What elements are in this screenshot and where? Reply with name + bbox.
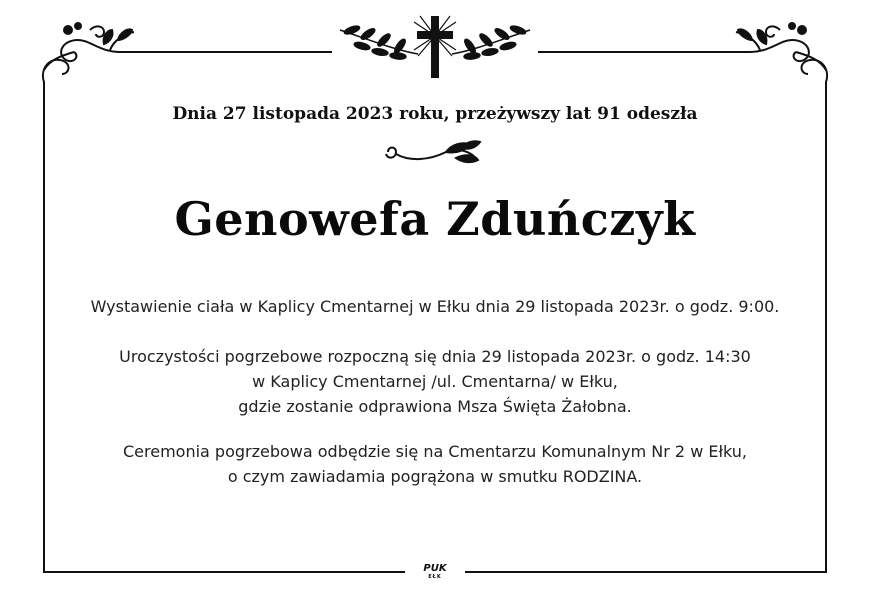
burial-line-2: o czym zawiadamia pogrążona w smutku RODZINA. bbox=[227, 467, 643, 486]
deceased-name: Genowefa Zduńczyk bbox=[174, 192, 696, 246]
corner-flourish-icon bbox=[43, 23, 134, 95]
laurel-branch-icon bbox=[340, 24, 418, 59]
funeral-ceremony-info bbox=[0, 344, 870, 419]
ceremony-line-2: w Kaplicy Cmentarnej /ul. Cmentarna/ w Ełku, bbox=[252, 372, 618, 391]
cross-icon bbox=[414, 16, 456, 78]
death-announcement-header: Dnia 27 listopada 2023 roku, przeżywszy lat 91 odeszła bbox=[172, 104, 698, 124]
viewing-info bbox=[0, 294, 870, 319]
puk-logo bbox=[412, 564, 458, 580]
logo-main-text: PUK bbox=[423, 563, 447, 574]
burial-line-1: Ceremonia pogrzebowa odbędzie się na Cmentarzu Komunalnym Nr 2 w Ełku, bbox=[122, 442, 748, 461]
burial-info bbox=[0, 439, 870, 489]
ceremony-line-3: gdzie zostanie odprawiona Msza Święta Żałobna. bbox=[238, 397, 632, 416]
laurel-branch-icon bbox=[452, 24, 530, 59]
viewing-info-line: Wystawienie ciała w Kaplicy Cmentarnej w Ełku dnia 29 listopada 2023r. o godz. 9:00. bbox=[90, 297, 780, 316]
frame-left-border bbox=[44, 95, 405, 572]
ceremony-line-1: Uroczystości pogrzebowe rozpoczną się dnia 29 listopada 2023r. o godz. 14:30 bbox=[119, 347, 751, 366]
corner-flourish-icon bbox=[736, 23, 827, 95]
logo-sub-text: EŁK bbox=[428, 574, 442, 580]
divider-flourish-icon bbox=[386, 141, 480, 162]
frame-right-border bbox=[465, 95, 826, 572]
